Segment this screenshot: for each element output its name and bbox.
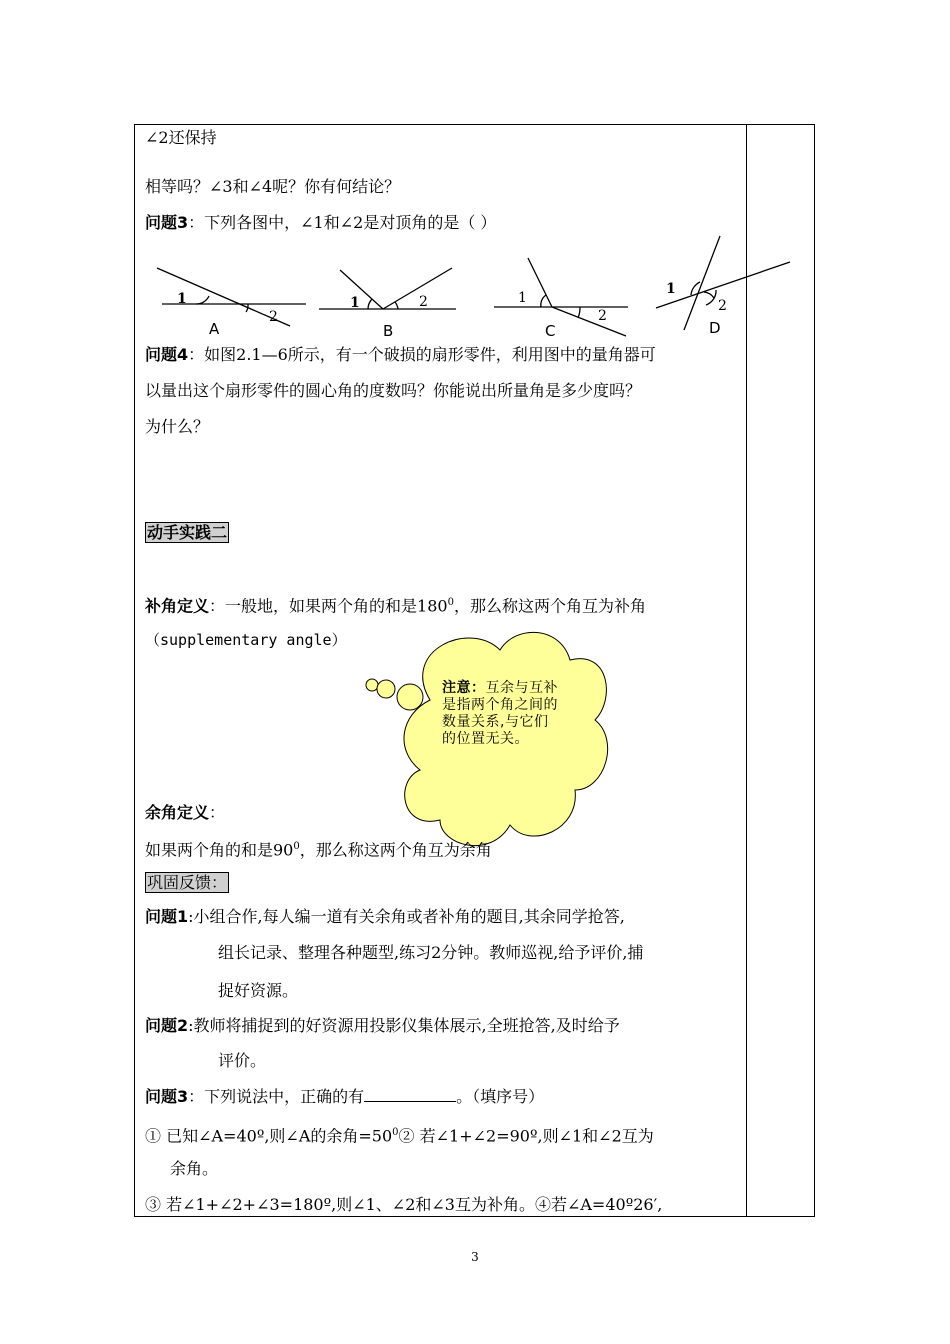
question-text: ：如图2.1—6所示，有一个破损的扇形零件，利用图中的量角器可 — [188, 345, 656, 364]
cloud-note — [442, 680, 562, 748]
text-line: ∠2还保持 — [145, 128, 217, 147]
feedback-question-2 — [145, 1016, 620, 1036]
definition-text: ：一般地，如果两个角的和是180 — [209, 596, 448, 616]
superscript: 0 — [447, 597, 454, 608]
question-label: 问题2 — [145, 1016, 189, 1035]
angle-2-label: 2 — [598, 308, 607, 324]
text-line: 相等吗？∠3和∠4呢？你有何结论？ — [145, 177, 401, 196]
figure-label-b: B — [383, 322, 394, 340]
angle-2-label: 2 — [718, 298, 727, 314]
figure-label-c: C — [545, 322, 556, 340]
definition-text: ，那么称这两个角互为余角 — [299, 840, 492, 860]
question-label: 问题3 — [145, 213, 189, 232]
feedback-heading — [145, 873, 229, 893]
feedback-question-3 — [145, 1087, 544, 1107]
section-title: 巩固反馈： — [147, 873, 228, 892]
superscript: 0 — [392, 1127, 399, 1138]
angle-2-label: 2 — [269, 309, 278, 325]
superscript: 0 — [293, 841, 300, 852]
figure-label-d: D — [709, 319, 721, 337]
question-label: 问题4 — [145, 345, 189, 364]
angle-1-label: 1 — [350, 295, 360, 311]
definition-label: 补角定义 — [145, 596, 210, 616]
feedback-question-1 — [145, 907, 625, 927]
angle-1-label: 1 — [177, 291, 187, 307]
question-text: 。（填序号） — [456, 1087, 545, 1106]
option-text: ① 已知∠A=40º,则∠A的余角=50 — [145, 1126, 393, 1146]
question-text: :小组合作,每人编一道有关余角或者补角的题目,其余同学抢答, — [188, 907, 625, 926]
figure-label-a: A — [209, 320, 220, 338]
text-line: 为什么？ — [145, 417, 210, 436]
text-line: 评价。 — [218, 1051, 267, 1070]
definition-text: ，那么称这两个角互为补角 — [453, 596, 646, 616]
english-term: （supplementary angle） — [145, 631, 347, 649]
definition-label: 余角定义 — [145, 803, 210, 822]
page-number: 3 — [471, 1250, 479, 1264]
text-line — [145, 837, 492, 860]
question-label: 问题1 — [145, 907, 189, 926]
definition-text: 如果两个角的和是90 — [145, 840, 294, 860]
note-label: 注意： — [442, 680, 486, 696]
text-line: 捉好资源。 — [218, 981, 299, 1000]
answer-blank[interactable] — [364, 1087, 456, 1102]
angle-1-label: 1 — [666, 281, 676, 297]
text-line: 以量出这个扇形零件的圆心角的度数吗？你能说出所量角是多少度吗？ — [145, 381, 642, 400]
note-text: 互余与互补是指两个角之间的数量关系,与它们的位置无关。 — [442, 680, 558, 747]
question-text: :教师将捕捉到的好资源用投影仪集体展示,全班抢答,及时给予 — [188, 1016, 620, 1035]
question-text: ：下列说法中，正确的有 — [188, 1087, 365, 1106]
option-line: ③ 若∠1+∠2+∠3=180º,则∠1、∠2和∠3互为补角。④若∠A=40º26′, — [145, 1195, 663, 1214]
complementary-definition — [145, 803, 225, 823]
angle-1-label: 1 — [518, 290, 527, 306]
definition-colon: ： — [209, 803, 226, 822]
question-label: 问题3 — [145, 1087, 189, 1106]
text-line: 余角。 — [170, 1159, 219, 1178]
text-line: 组长记录、整理各种题型,练习2分钟。教师巡视,给予评价,捕 — [218, 943, 644, 962]
angle-2-label: 2 — [419, 294, 428, 310]
option-line — [145, 1123, 654, 1146]
question-text: ：下列各图中，∠1和∠2是对顶角的是（ ） — [188, 213, 497, 232]
option-text: ② 若∠1+∠2=90º,则∠1和∠2互为 — [398, 1126, 654, 1146]
section-title: 动手实践二 — [147, 523, 228, 542]
